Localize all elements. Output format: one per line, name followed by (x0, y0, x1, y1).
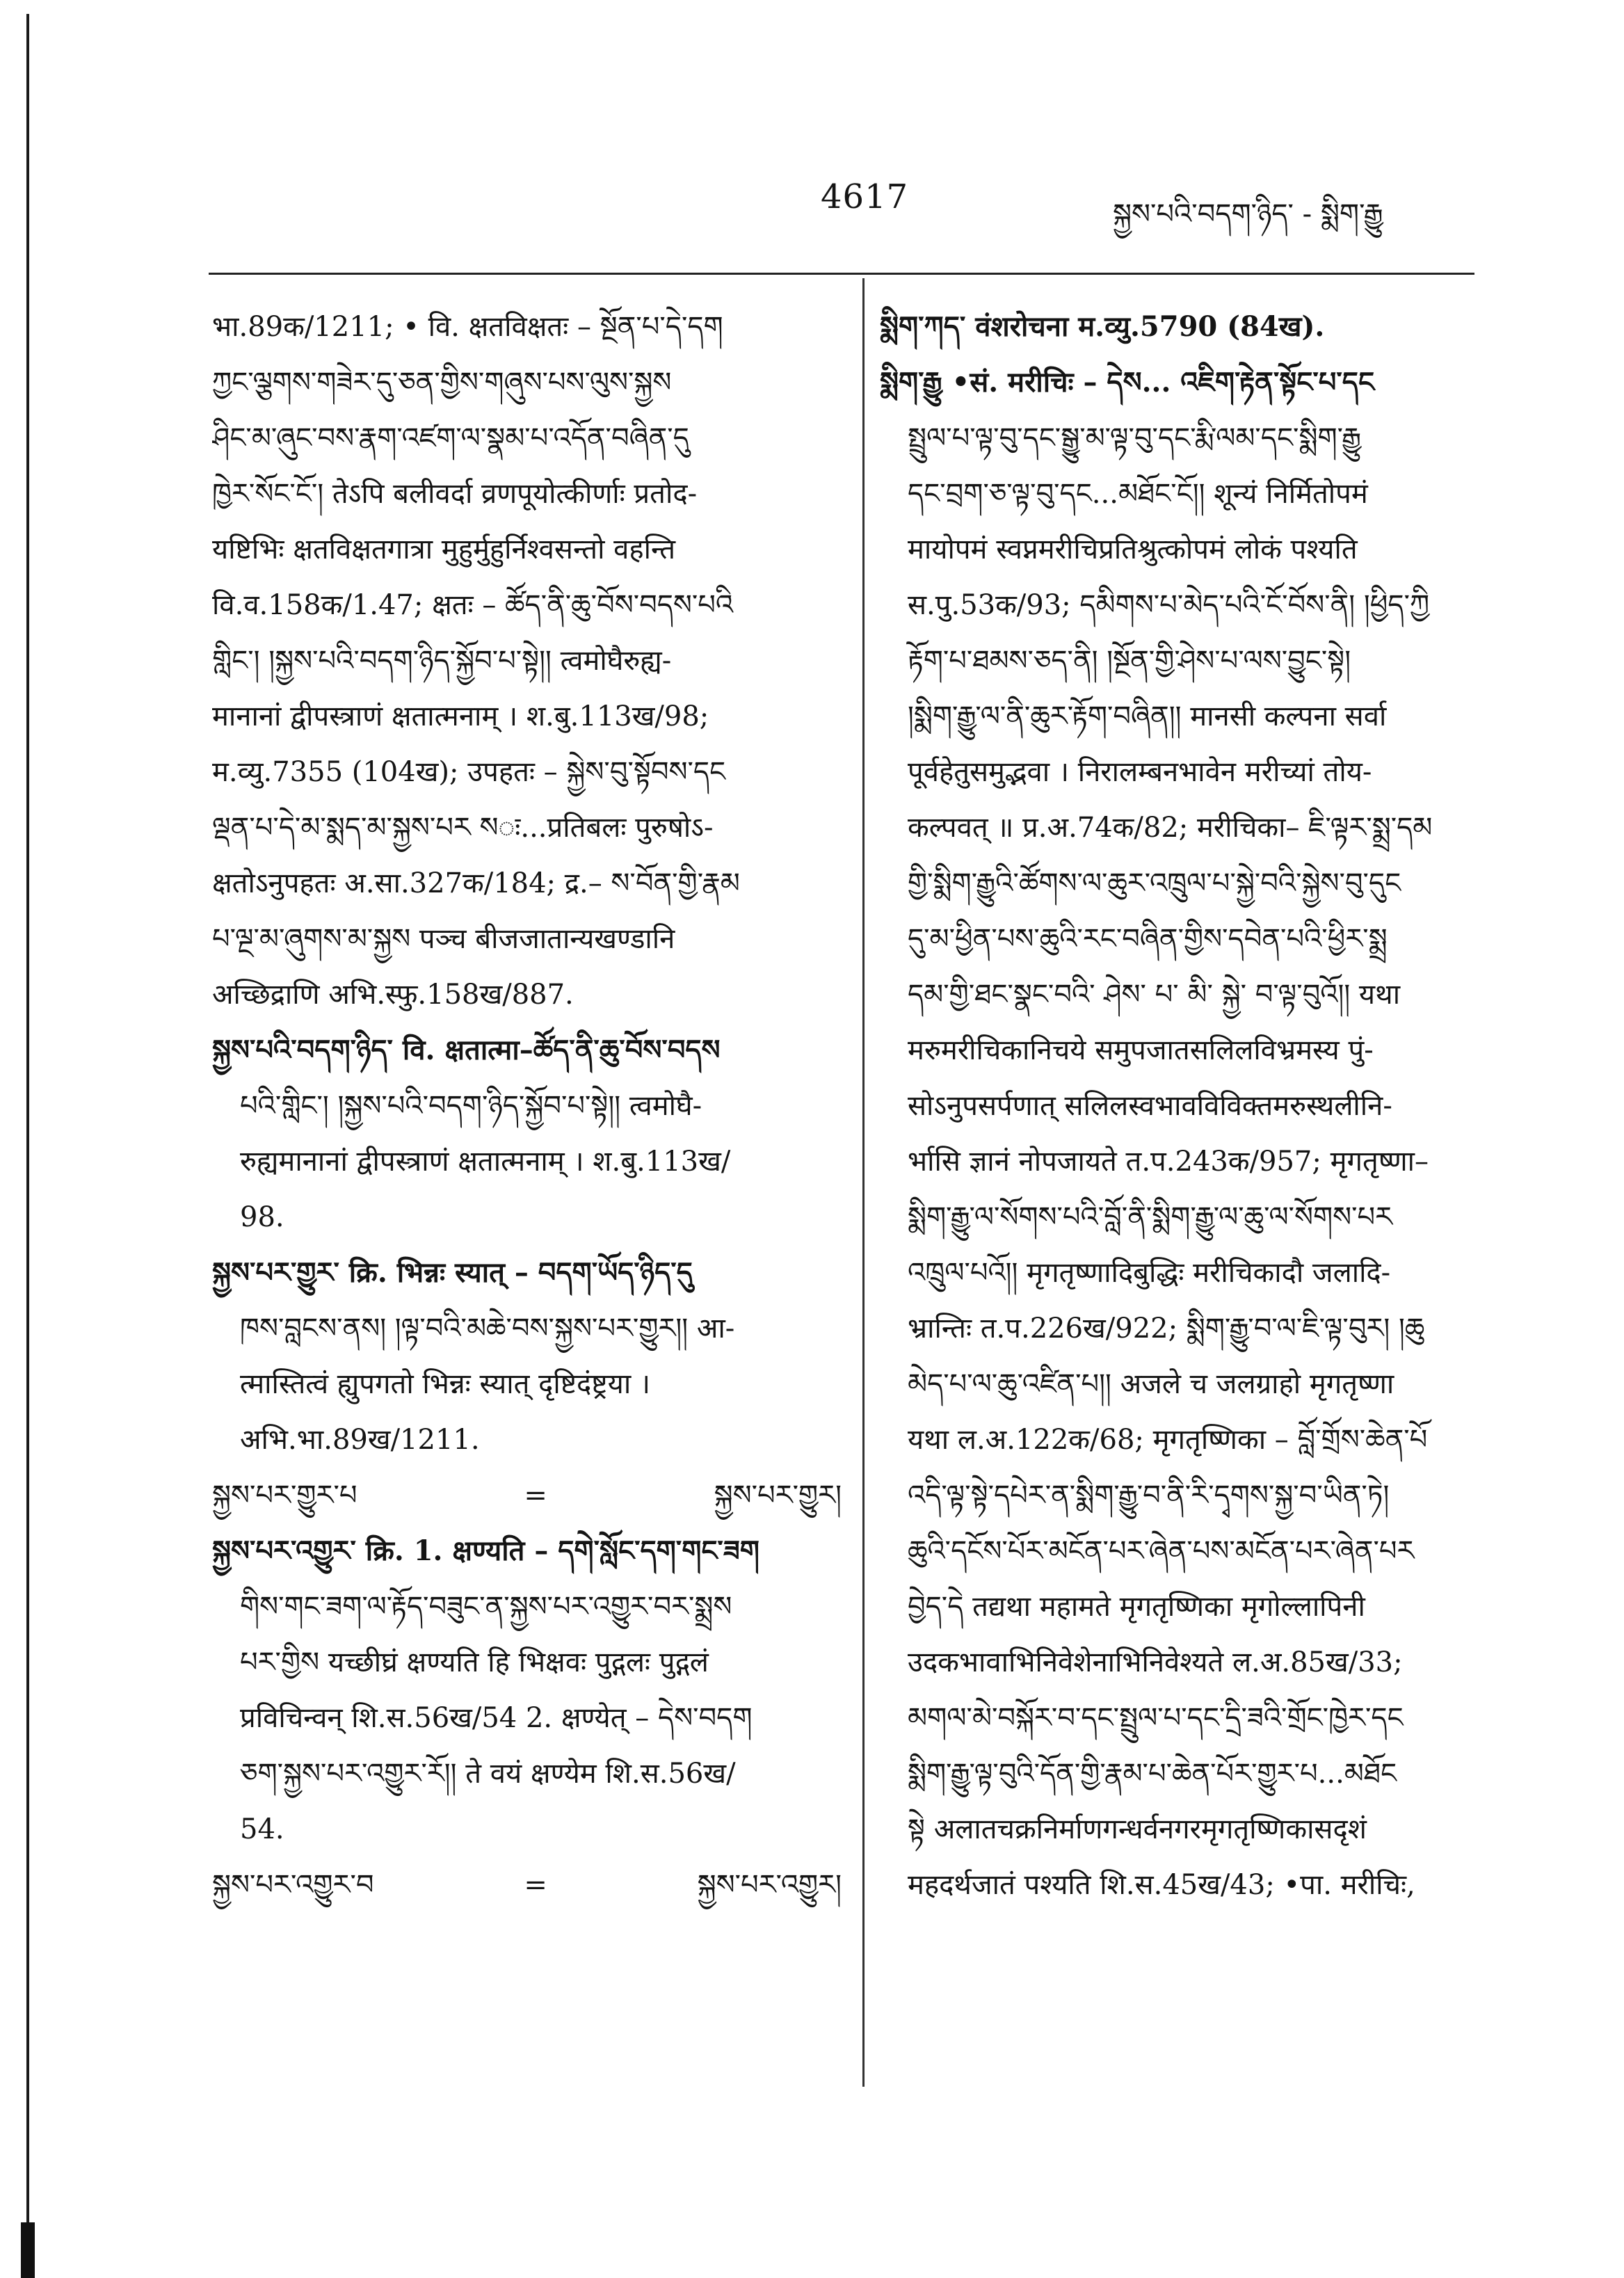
text-line: འདི་ལྟ་སྟེ་དཔེར་ན་སྨིག་རྒྱུ་བ་ནི་རི་དྭགས་སྐྱ་བ་ཡིན་ཏེ། (908, 1479, 1390, 1511)
text-line: मानानां द्वीपस्त्राणं क्षतात्मनाम् । श.बु.113ख/98; (212, 700, 709, 732)
text-line: པར་གྱིས यच्छीघ्रं क्षण्यति हि भिक्षवः पुद्गलः पुद्गलं (240, 1646, 709, 1678)
text-line: རྟོག་པ་ཐམས་ཅད་ནི། །སྔོན་གྱི་ཤེས་པ་ལས་བྱུང་སྟེ། (908, 645, 1351, 677)
text-line: उदकभावाभिनिवेशेनाभिनिवेश्यते ल.अ.85ख/33; (908, 1646, 1403, 1678)
text-line: ཁས་བླངས་ནས། །ལྟ་བའི་མཆེ་བས་སྐྱས་པར་གྱུར།། आ- (240, 1313, 735, 1345)
entry-kshanyati (212, 1523, 842, 1857)
text-line: གྱི་སྨིག་རྒྱུའི་ཚོགས་ལ་ཆུར་འཁྲུལ་པ་སྐྱེ་བའི་སྐྱེས་བུ་དུང (908, 867, 1401, 899)
text-line: ཀྱང་ལྕགས་གཟེར་དུ་ཅན་གྱིས་གཞུས་པས་ལུས་སྐྱས (212, 367, 672, 399)
text-line: པ་ལྔ་མ་ཞུགས་མ་སྐྱས पञ्च बीजजातान्यखण्डानि (212, 923, 675, 955)
binding-edge (26, 14, 29, 2240)
guide-words: སྐྱས་པའི་བདག་ཉིད་ - སྨིག་རྒྱུ (1113, 198, 1383, 230)
cross-reference (212, 1468, 842, 1523)
text-line: अच्छिद्राणि अभि.स्फु.158ख/887. (212, 979, 574, 1011)
text-line: म.व्यु.7355 (104ख); उपहतः – སྐྱེས་བུ་སྟོབས་དང (212, 756, 726, 788)
entry-headline: སྨིག་རྒྱུ •सं. मरीचिः – དེས... འཇིག་རྟེན་སྟོང་པ་དང (880, 366, 1375, 399)
equals-sign: = (524, 1869, 547, 1901)
text-line: དམ་གྱི་ཐང་སྣང་བའི་ ཤེས་ པ་ མི་ སྐྱེ་ བ་ལྟ་བུའོ།། यथा (908, 979, 1401, 1011)
text-line: ཤིང་མ་ཞུང་བས་རྣག་འཛག་ལ་སྣམ་པ་འདོན་བཞིན་དུ (212, 422, 689, 454)
text-line: भ्रान्तिः त.प.226ख/922; སྨིག་རྒྱུ་བ་ལ་ཇི་ལྟ་བུར། །ཆུ (908, 1313, 1425, 1345)
text-line: སྨིག་རྒྱུ་ལྟ་བུའི་དོན་གྱི་རྣམ་པ་ཆེན་པོར་གྱུར་པ...མཐོང (908, 1758, 1397, 1790)
text-line: रुह्यमानानां द्वीपस्त्राणं क्षतात्मनाम् । श.बु.113ख/ (240, 1146, 731, 1178)
page-number: 4617 (821, 177, 909, 216)
text-line: ལྡན་པ་དེ་མ་སྨད་མ་སྐྱས་པར སः...प्रतिबलः पुरुषोऽ- (212, 812, 714, 844)
text-line: मरुमरीचिकानिचये समुपजातसलिलविभ्रमस्य पुं- (908, 1034, 1374, 1066)
text-line: བྱེད་དེ तद्यथा महामते मृगतृष्णिका मृगोल्लापिनी (908, 1591, 1365, 1623)
entry-headline: སྐྱས་པའི་བདག་ཉིད་ वि. क्षतात्मा–ཚོད་ནི་ཆུ་བོས་བདས (212, 1034, 721, 1066)
continued-entry (212, 299, 842, 1022)
text-line: यष्टिभिः क्षतविक्षतगात्रा मुहुर्मुहुर्निश्वसन्तो वहन्ति (212, 534, 676, 566)
text-line: འཁྲུལ་པའོ།། मृगतृष्णादिबुद्धिः मरीचिकादौ जलादि- (908, 1257, 1391, 1289)
text-line: མེད་པ་ལ་ཆུ་འཛིན་པ།། अजले च जलग्राहो मृगतृष्णा (908, 1368, 1394, 1400)
text-line: त्मास्तित्वं ह्युपगतो भिन्नः स्यात् दृष्टिदंष्ट्रया । (240, 1368, 651, 1400)
entry-headline: སྐྱས་པར་འགྱུར་ क्रि. 1. क्षण्यति – དགེ་སློང་དག་གང་ཟག (212, 1534, 759, 1567)
left-column (212, 299, 842, 1913)
right-column (880, 299, 1492, 1913)
text-line: །སྨིག་རྒྱུ་ལ་ནི་ཆུར་རྟོག་བཞིན།། मानसी कल्पना सर्वा (908, 700, 1387, 732)
text-line: དུ་མ་ཕྱིན་པས་ཆུའི་རང་བཞིན་གྱིས་དབེན་པའི་ཕྱིར་སྨྲ (908, 923, 1388, 955)
text-line: སྟེ अलातचक्रनिर्माणगन्धर्वनगरमृगतृष्णिकासदृशं (908, 1813, 1367, 1845)
text-line: सोऽनुपसर्पणात् सलिलस्वभावविविक्तमरुस्थलीनि- (908, 1090, 1392, 1122)
cross-ref-term: སྐྱས་པར་འགྱུར་བ (212, 1869, 374, 1901)
entry-bhinnah (212, 1245, 842, 1468)
entry-headline: སྐྱས་པར་གྱུར་ क्रि. भिन्नः स्यात् – བདག་ཡོད་ཉིད་དུ (212, 1256, 693, 1289)
text-line: མགལ་མེ་བསྐོར་བ་དང་སྤྲུལ་པ་དང་དྲི་ཟའི་གྲོང་ཁྱེར་དང (908, 1702, 1404, 1734)
text-line: प्रविचिन्वन् शि.स.56ख/54 2. क्षण्येत् – དེས་བདག (240, 1702, 753, 1734)
equals-sign: = (524, 1479, 547, 1511)
text-line: གླིང་། །སྐྱས་པའི་བདག་ཉིད་སྐྱོབ་པ་སྟེ།། त्वमोघैरुह्य- (212, 645, 672, 677)
cross-ref-target: སྐྱས་པར་གྱུར། (714, 1479, 842, 1511)
text-line: क्षतोऽनुपहतः अ.सा.327क/184; द्र.– ས་བོན་གྱི་རྣམ (212, 867, 740, 899)
cross-ref-term: སྐྱས་པར་གྱུར་པ (212, 1479, 357, 1511)
text-line: 54. (240, 1813, 284, 1845)
entry-marichi (880, 355, 1492, 1913)
cross-ref-target: སྐྱས་པར་འགྱུར། (697, 1869, 842, 1901)
entry-vamsharochana: སྨིག་ཀད་ वंशरोचना म.व्यु.5790 (84ख). (880, 310, 1325, 343)
text-line: मायोपमं स्वप्नमरीचिप्रतिश्रुत्कोपमं लोकं पश्यति (908, 534, 1358, 566)
entry-kshatatma (212, 1022, 842, 1245)
text-line: महदर्थजातं पश्यति शि.स.45ख/43; •पा. मरीचिः, (908, 1869, 1415, 1901)
binding-mark (21, 2222, 35, 2278)
text-line: अभि.भा.89ख/1211. (240, 1424, 480, 1456)
text-line: སྨིག་རྒྱུ་ལ་སོགས་པའི་བློ་ནི་སྨིག་རྒྱུ་ལ་ཆུ་ལ་སོགས་པར (908, 1201, 1393, 1233)
text-line: कल्पवत् ॥ प्र.अ.74क/82; मरीचिका– ཇི་ལྟར་སྨྲ་དམ (908, 812, 1433, 844)
header-rule (209, 273, 1474, 275)
text-line: स.पु.53क/93; དམིགས་པ་མེད་པའི་ངོ་བོས་ནི། །ཕྱིད་ཀྱི (908, 589, 1430, 621)
text-line: ཆུའི་དངོས་པོར་མངོན་པར་ཞེན་པས་མངོན་པར་ཞེན་པར (908, 1535, 1415, 1567)
text-line: भा.89क/1211; • वि. क्षतविक्षतः – སྔོན་པ་དེ་དག (212, 311, 723, 343)
text-line: གིས་གང་ཟག་ལ་རྟོད་བཟུང་ན་སྐྱས་པར་འགྱུར་བར་སྨྲས (240, 1591, 732, 1623)
text-line: སྤྲུལ་པ་ལྟ་བུ་དང་སྒྱུ་མ་ལྟ་བུ་དང་རྨི་ལམ་དང་སྨིག་རྒྱུ (908, 422, 1362, 454)
text-line: पूर्वहेतुसमुद्भवा । निरालम्बनभावेन मरीच्यां तोय- (908, 756, 1372, 788)
column-divider (862, 278, 865, 2087)
text-line: པའི་གླིང་། །སྐྱས་པའི་བདག་ཉིད་སྐྱོབ་པ་སྟེ།། त्वमोघै- (240, 1090, 702, 1122)
text-line: र्भासि ज्ञानं नोपजायते त.प.243क/957; मृगतृष्णा– (908, 1146, 1429, 1178)
text-line: དང་བྲག་ཅ་ལྟ་བུ་དང...མཐོང་ངོ།། शून्यं निर्मितोपमं (908, 478, 1368, 510)
text-line: 98. (240, 1201, 284, 1233)
cross-reference (212, 1857, 842, 1913)
text-line: वि.व.158क/1.47; क्षतः – ཚོད་ནི་ཆུ་བོས་བདས་པའི (212, 589, 734, 621)
text-line: ཁྱེར་སོང་ངོ་། तेऽपि बलीवर्दा व्रणपूयोत्कीर्णाः प्रतोद- (212, 478, 698, 510)
text-line: यथा ल.अ.122क/68; मृगतृष्णिका – བློ་གྲོས་ཆེན་པོ (908, 1424, 1428, 1456)
text-line: ཅག་སྐྱས་པར་འགྱུར་རོ།། ते वयं क्षण्येम शि.स.56ख/ (240, 1758, 736, 1790)
